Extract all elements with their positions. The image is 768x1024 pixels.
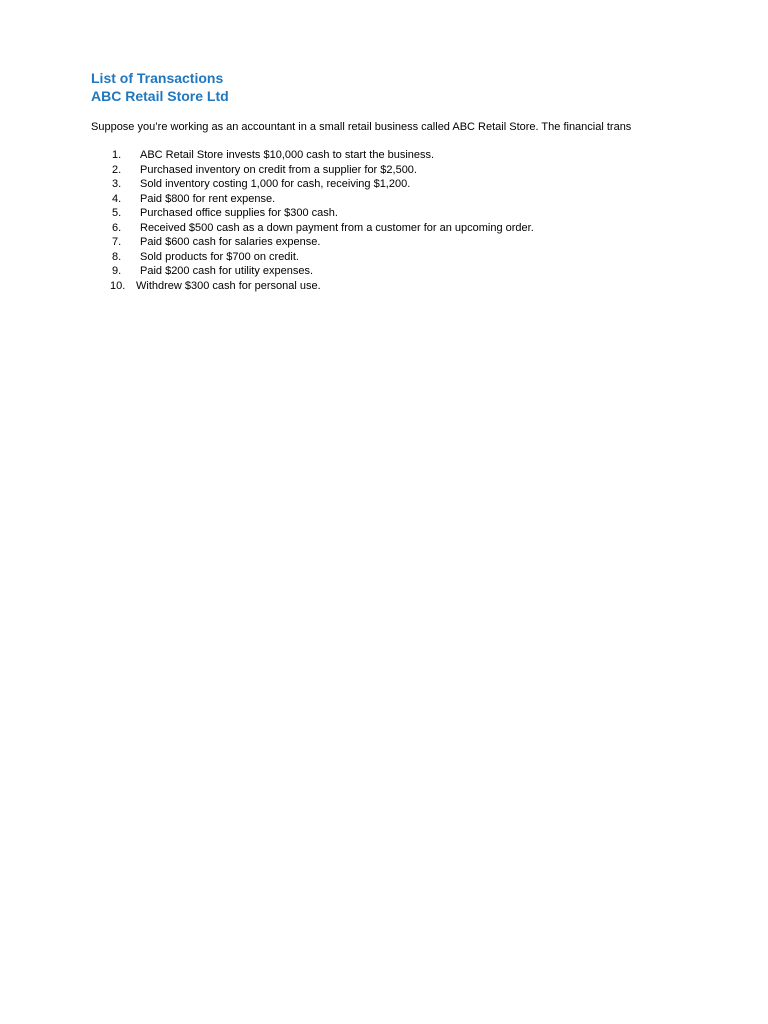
list-item-number: 8.	[112, 250, 122, 263]
intro-paragraph: Suppose you’re working as an accountant in a small retail business called ABC Retail Store. The financial trans	[91, 121, 632, 133]
list-item-text: ABC Retail Store invests $10,000 cash to start the business.	[140, 149, 435, 161]
document-subtitle: ABC Retail Store Ltd	[91, 88, 229, 104]
list-item-number: 3.	[112, 178, 122, 190]
title-block	[91, 69, 229, 105]
list-item-number: 5.	[112, 207, 122, 219]
list-item-number: 1.	[112, 149, 122, 161]
document-title: List of Transactions	[91, 70, 224, 86]
list-item-text: Purchased inventory on credit from a supplier for $2,500.	[140, 163, 417, 176]
list-item-number: 2.	[112, 163, 122, 176]
list-item-number: 10.	[110, 279, 126, 292]
list-item-text: Received $500 cash as a down payment from a customer for an upcoming order.	[140, 221, 534, 234]
list-item-number: 7.	[112, 236, 122, 248]
list-item-text: Sold products for $700 on credit.	[140, 250, 299, 263]
list-item-number: 6.	[112, 221, 122, 234]
list-item-number: 4.	[112, 192, 122, 205]
list-item-text: Withdrew $300 cash for personal use.	[136, 279, 321, 292]
list-item-text: Paid $600 cash for salaries expense.	[140, 236, 321, 248]
list-item-text: Purchased office supplies for $300 cash.	[140, 207, 338, 219]
list-item-text: Paid $800 for rent expense.	[140, 192, 276, 205]
list-item-number: 9.	[112, 265, 122, 277]
list-item-text: Paid $200 cash for utility expenses.	[140, 265, 314, 277]
list-item-text: Sold inventory costing 1,000 for cash, receiving $1,200.	[140, 178, 411, 190]
